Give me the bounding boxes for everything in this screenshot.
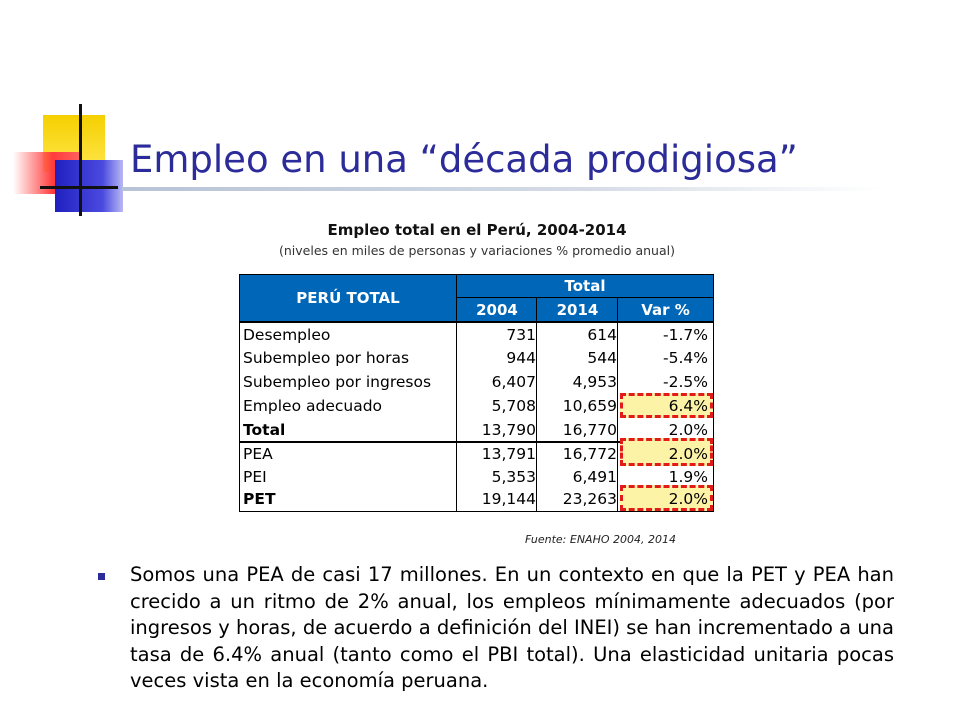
table-subtitle: (niveles en miles de personas y variaciones % promedio anual) (279, 243, 675, 258)
cell-2014: 614 (587, 326, 617, 344)
cell-var: -5.4% (663, 349, 708, 367)
cell-2004: 19,144 (481, 490, 536, 508)
cell-2014: 23,263 (562, 490, 617, 508)
cell-2004: 6,407 (491, 373, 536, 391)
logo-vertical-line (79, 104, 82, 216)
row-label: Total (243, 421, 286, 439)
cell-var: 6.4% (668, 397, 708, 415)
column-header-2004: 2004 (457, 298, 537, 323)
row-label: Desempleo (243, 326, 331, 344)
slide-logo-decoration (0, 0, 140, 230)
title-underline (122, 187, 882, 191)
table-row (240, 395, 713, 419)
row-label: Subempleo por ingresos (243, 373, 432, 391)
row-label: PEA (243, 445, 273, 463)
table-source-note: Fuente: ENAHO 2004, 2014 (525, 533, 676, 546)
cell-var: 2.0% (668, 490, 708, 508)
cell-var: -1.7% (663, 326, 708, 344)
row-label: Subempleo por horas (243, 349, 410, 367)
table-row (240, 488, 713, 512)
table-row (240, 324, 713, 348)
cell-2004: 944 (506, 349, 536, 367)
cell-var: 1.9% (668, 468, 708, 486)
cell-2004: 13,791 (481, 445, 536, 463)
cell-2014: 6,491 (572, 468, 617, 486)
cell-var: 2.0% (668, 421, 708, 439)
table-row (240, 371, 713, 395)
cell-2004: 5,708 (491, 397, 536, 415)
cell-2014: 4,953 (572, 373, 617, 391)
table-header-region: PERÚ TOTAL (240, 275, 457, 323)
cell-2004: 5,353 (491, 468, 536, 486)
cell-2014: 10,659 (562, 397, 617, 415)
cell-2014: 544 (587, 349, 617, 367)
column-header-var: Var % (618, 298, 713, 323)
row-label: Empleo adecuado (243, 397, 383, 415)
slide-title: Empleo en una “década prodigiosa” (130, 138, 798, 181)
column-header-2014: 2014 (537, 298, 618, 323)
cell-var: 2.0% (668, 445, 708, 463)
cell-2014: 16,770 (562, 421, 617, 439)
logo-horizontal-line (40, 186, 118, 189)
bullet-square-icon (98, 573, 105, 580)
table-row (240, 443, 713, 467)
row-label: PET (243, 490, 276, 508)
bullet-text: Somos una PEA de casi 17 millones. En un contexto en que la PET y PEA han crecido a un ritmo de 2% anual, los empleos mínimamente adecuados (por ingresos y horas, de acuerdo a definición del INEI) se han incrementado a una tasa de 6.4% anual (tanto como el PBI total). Una elasticidad unitaria pocas veces vista en la economía peruana. (130, 563, 894, 692)
employment-table (239, 274, 714, 512)
table-header-group: Total (457, 275, 713, 298)
table-row (240, 347, 713, 371)
table-row (240, 466, 713, 490)
cell-2014: 16,772 (562, 445, 617, 463)
cell-2004: 13,790 (481, 421, 536, 439)
cell-var: -2.5% (663, 373, 708, 391)
table-row (240, 419, 713, 443)
cell-2004: 731 (506, 326, 536, 344)
row-label: PEI (243, 468, 267, 486)
table-title: Empleo total en el Perú, 2004-2014 (327, 221, 627, 239)
